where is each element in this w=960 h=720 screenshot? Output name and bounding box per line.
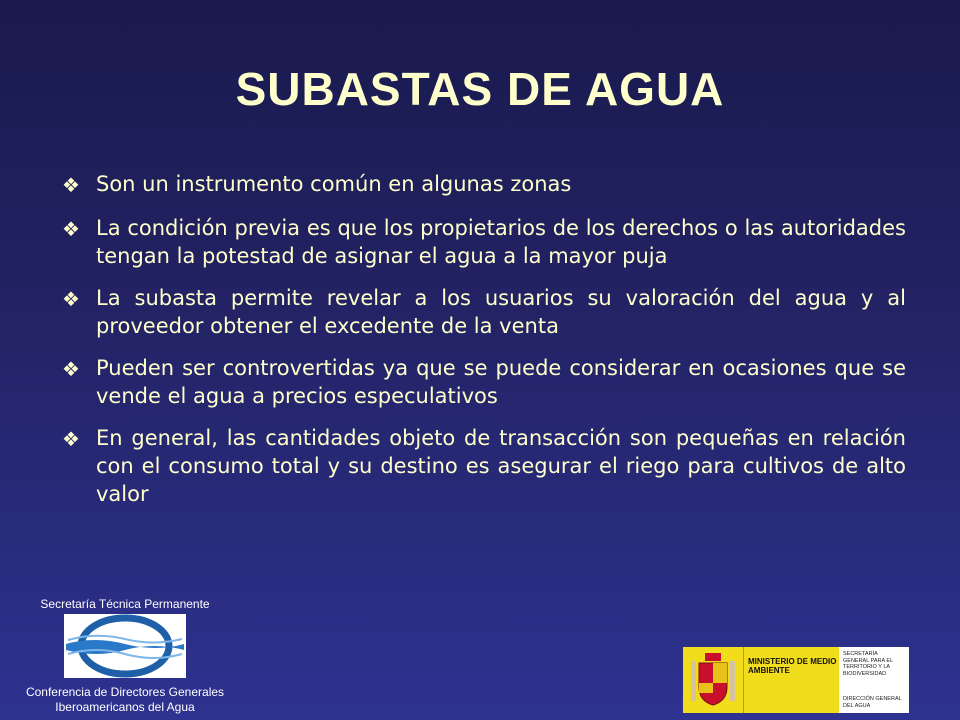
bullet-text: Pueden ser controvertidas ya que se puede considerar en ocasiones que se vende el agua a precios especulativos — [96, 356, 906, 408]
bullet-text: La subasta permite revelar a los usuarios su valoración del agua y al proveedor obtener el excedente de la venta — [96, 286, 906, 338]
coat-of-arms-icon — [683, 647, 743, 713]
conferencia-line-2: Iberoamericanos del Agua — [55, 700, 195, 714]
secretaria-label: Secretaría Técnica Permanente — [40, 597, 210, 611]
bullet-item — [60, 424, 906, 508]
diamond-bullet-icon: ❖ — [62, 173, 80, 197]
diamond-bullet-icon: ❖ — [62, 427, 80, 451]
conferencia-line-1: Conferencia de Directores Generales — [25, 685, 225, 699]
water-ring-logo-icon — [64, 614, 186, 678]
bullet-item — [60, 214, 906, 270]
bullet-text: En general, las cantidades objeto de transacción son pequeñas en relación con el consumo total y su destino es asegurar el riego para cultivos de alto valor — [96, 426, 906, 506]
bullet-item — [60, 354, 906, 410]
bullet-text: Son un instrumento común en algunas zonas — [96, 172, 572, 196]
ministerio-name: MINISTERIO DE MEDIO AMBIENTE — [743, 647, 839, 713]
bullet-item — [60, 284, 906, 340]
direccion-general-label: DIRECCIÓN GENERAL DEL AGUA — [843, 696, 902, 709]
ministerio-logo — [683, 647, 909, 713]
bullet-item — [60, 170, 906, 200]
diamond-bullet-icon: ❖ — [62, 217, 80, 241]
ministerio-subunits — [839, 647, 909, 713]
bullet-list — [60, 170, 906, 522]
slide-title: SUBASTAS DE AGUA — [235, 63, 725, 115]
conferencia-label — [10, 685, 240, 715]
diamond-bullet-icon: ❖ — [62, 287, 80, 311]
secretaria-general-label: SECRETARÍA GENERAL PARA EL TERRITORIO Y LA BIODIVERSIDAD — [843, 651, 893, 677]
conference-logo — [64, 614, 186, 678]
diamond-bullet-icon: ❖ — [62, 357, 80, 381]
bullet-text: La condición previa es que los propietarios de los derechos o las autoridades tengan la potestad de asignar el agua a la mayor puja — [96, 216, 906, 268]
